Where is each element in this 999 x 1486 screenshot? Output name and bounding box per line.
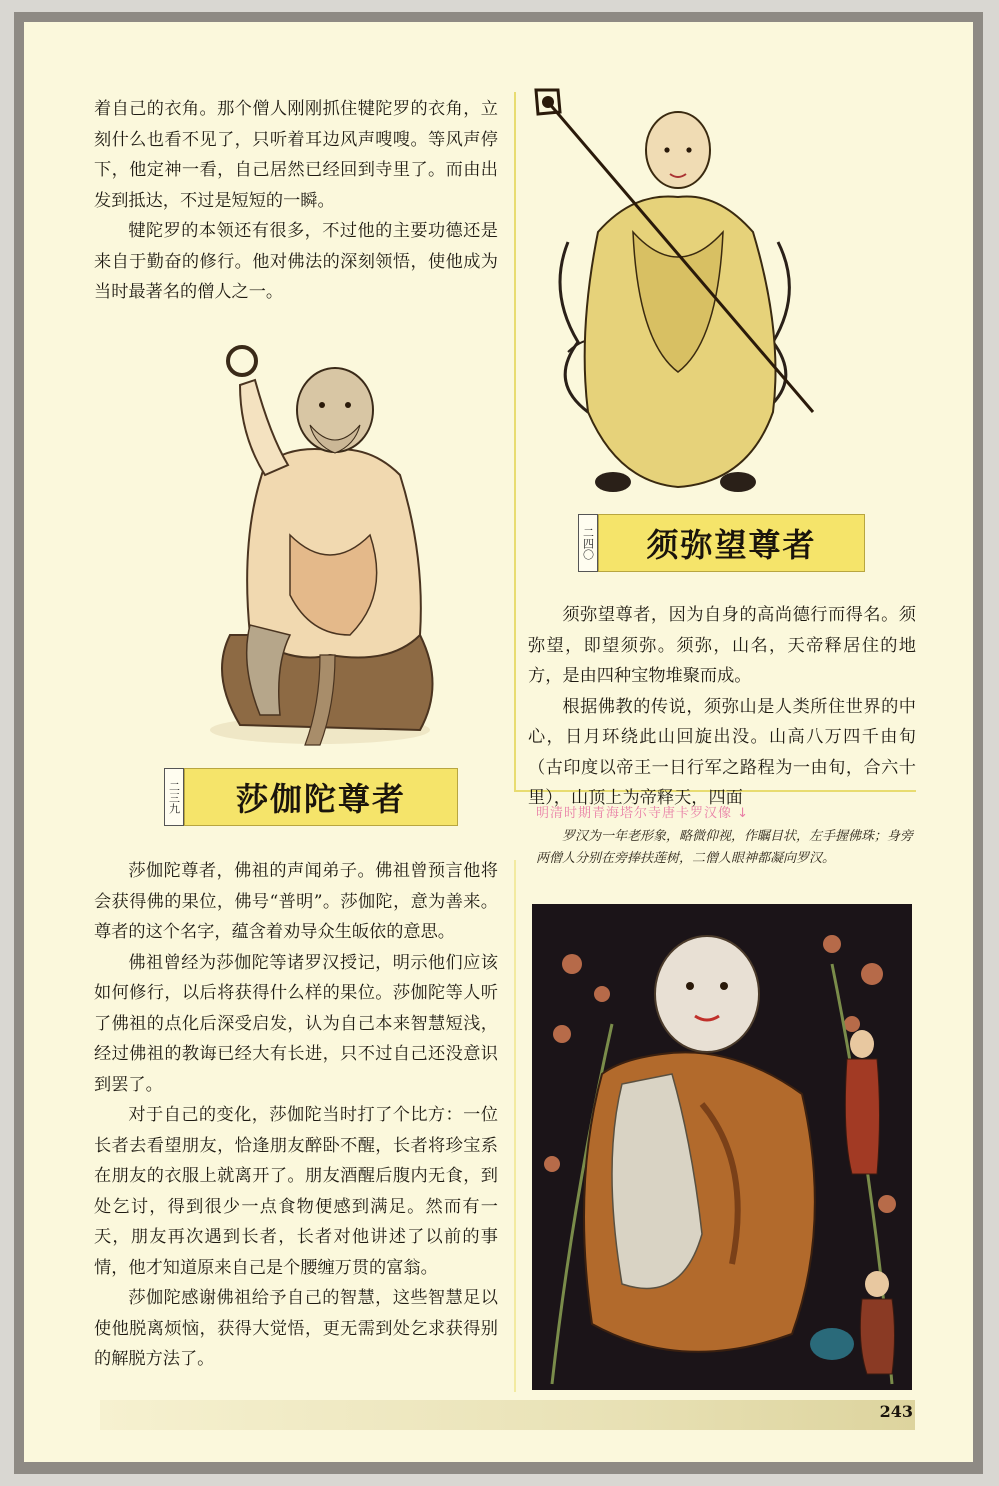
title-text: 须弥望尊者 bbox=[646, 526, 817, 564]
paragraph: 根据佛教的传说，须弥山是人类所住世界的中心，日月环绕此山回旋出没。山高八万四千由旬（古印度以帝王一日行军之路程为一由旬，合六十里），山顶上为帝释天，四面 bbox=[528, 696, 916, 808]
figure-ring-arhat bbox=[170, 335, 470, 755]
left-top-text bbox=[94, 94, 498, 308]
page-number: 243 bbox=[879, 1402, 913, 1421]
caption-text: 罗汉为一年老形象，略微仰视，作瞩目状，左手握佛珠；身旁两僧人分别在旁捧扶莲树，二僧人眼神都凝向罗汉。 bbox=[536, 829, 914, 866]
caption-body bbox=[536, 826, 916, 870]
paragraph: 着自己的衣角。那个僧人刚刚抓住犍陀罗的衣角，立刻什么也看不见了，只听着耳边风声嗖嗖。等风声停下，他定神一看，自己居然已经回到寺里了。而由出发到抵达，不过是短短的一瞬。 bbox=[94, 99, 498, 211]
section-239-body bbox=[94, 856, 498, 1375]
paragraph: 须弥望尊者，因为自身的高尚德行而得名。须弥望，即望须弥。须弥，山名，天帝释居住的地方，是由四种宝物堆聚而成。 bbox=[528, 605, 916, 686]
section-number-239 bbox=[164, 768, 184, 826]
title-text: 莎伽陀尊者 bbox=[235, 780, 406, 818]
figure-staff-arhat bbox=[528, 82, 828, 502]
section-title-239 bbox=[184, 768, 458, 826]
column-divider-lower bbox=[514, 860, 516, 1392]
section-title-240 bbox=[598, 514, 865, 572]
caption-title: 明清时期青海塔尔寺唐卡罗汉像 ↓ bbox=[536, 806, 750, 821]
figure-thangka bbox=[532, 904, 912, 1390]
paragraph: 对于自己的变化，莎伽陀当时打了个比方：一位长者去看望朋友，恰逢朋友醉卧不醒，长者将珍宝系在朋友的衣服上就离开了。朋友酒醒后腹内无食，到处乞讨，得到很少一点食物便感到满足。然而有一天，朋友再次遇到长者，长者对他讲述了以前的事情，他才知道原来自己是个腰缠万贯的富翁。 bbox=[94, 1105, 498, 1278]
footer-bar bbox=[100, 1400, 915, 1430]
section-number-text: 二三九 bbox=[167, 780, 181, 814]
paragraph: 佛祖曾经为莎伽陀等诸罗汉授记，明示他们应该如何修行，以后将获得什么样的果位。莎伽陀等人听了佛祖的点化后深受启发，认为自己本来智慧短浅，经过佛祖的教诲已经大有长进，只不过自己还没意识到罢了。 bbox=[94, 952, 498, 1095]
section-240-body bbox=[528, 600, 916, 814]
section-number-text: 二四〇 bbox=[581, 526, 595, 560]
column-divider bbox=[514, 92, 516, 792]
paragraph: 犍陀罗的本领还有很多，不过他的主要功德还是来自于勤奋的修行。他对佛法的深刻领悟，使他成为当时最著名的僧人之一。 bbox=[94, 221, 498, 302]
paragraph: 莎伽陀感谢佛祖给予自己的智慧，这些智慧足以使他脱离烦恼，获得大觉悟，更无需到处乞求获得别的解脱方法了。 bbox=[94, 1288, 498, 1369]
section-number-240 bbox=[578, 514, 598, 572]
paragraph: 莎伽陀尊者，佛祖的声闻弟子。佛祖曾预言他将会获得佛的果位，佛号“普明”。莎伽陀，意为善来。尊者的这个名字，蕴含着劝导众生皈依的意思。 bbox=[94, 861, 498, 942]
